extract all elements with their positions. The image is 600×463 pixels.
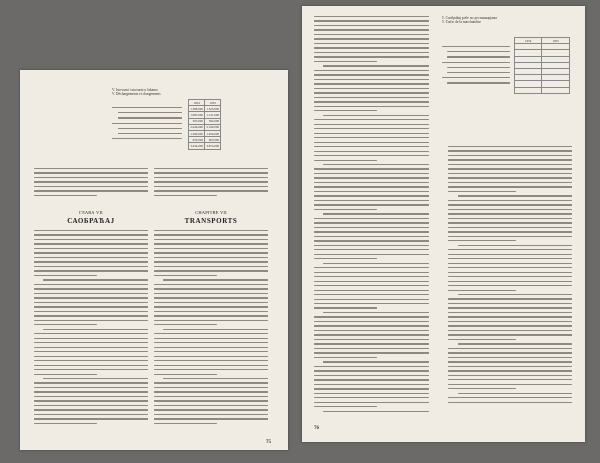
text-line (448, 200, 572, 201)
text-line (34, 288, 148, 289)
text-line (34, 284, 148, 285)
text-line (448, 231, 572, 232)
text-line (34, 369, 148, 370)
left-page (20, 70, 288, 450)
text-line (314, 209, 377, 210)
text-line (34, 338, 148, 339)
text-line (314, 379, 429, 380)
text-line (448, 357, 572, 358)
text-line (154, 360, 268, 361)
text-line (323, 361, 429, 362)
table-cell: 1.131.000 (206, 112, 220, 117)
text-line (458, 343, 572, 344)
table-caption: 5. Саобраћај робе по дестинацијама 5. Trafic de la marchandise (442, 16, 497, 25)
text-line (154, 391, 268, 392)
text-line (314, 352, 429, 353)
text-line (314, 29, 429, 30)
text-line (314, 177, 429, 178)
text-line (448, 285, 572, 286)
chapter-heading: CHAPITRE VII TRANSPORTS (184, 210, 238, 225)
text-line (34, 418, 148, 419)
text-line (314, 47, 429, 48)
text-line (34, 306, 148, 307)
text-line (34, 293, 148, 294)
text-line (448, 375, 572, 376)
text-line (154, 351, 268, 352)
table-cell: 1.525.000 (206, 106, 220, 111)
text-line (323, 115, 429, 116)
text-line (314, 343, 429, 344)
text-line (34, 297, 148, 298)
text-line (154, 320, 268, 321)
text-line (314, 182, 429, 183)
text-line (34, 347, 148, 348)
text-line (154, 405, 268, 406)
text-line (448, 150, 572, 151)
text-line (448, 236, 572, 237)
text-line (448, 379, 572, 380)
text-line (448, 352, 572, 353)
text-line (34, 409, 148, 410)
text-line (314, 155, 429, 156)
text-line (314, 281, 429, 282)
text-line (448, 173, 572, 174)
text-line (448, 281, 572, 282)
text-line (314, 110, 377, 111)
text-line (314, 191, 429, 192)
text-line (34, 414, 148, 415)
text-line (154, 374, 217, 375)
text-line (448, 272, 572, 273)
text-line (34, 243, 148, 244)
text-line (314, 218, 429, 219)
text-line (154, 230, 268, 231)
text-line (323, 411, 429, 412)
text-line (448, 397, 572, 398)
text-line (314, 124, 429, 125)
text-line (154, 342, 268, 343)
text-line (34, 266, 148, 267)
text-line (34, 248, 148, 249)
text-line (448, 402, 572, 403)
text-line (314, 402, 429, 403)
text-line (154, 324, 217, 325)
data-table (188, 99, 221, 150)
text-line (314, 393, 429, 394)
text-line (448, 164, 572, 165)
text-line (448, 298, 572, 299)
table-cell: 3.874.000 (206, 143, 220, 148)
text-line (314, 16, 429, 17)
text-line (448, 384, 572, 385)
text-line (154, 293, 268, 294)
data-table (514, 37, 570, 94)
text-line (314, 79, 429, 80)
text-line (154, 248, 268, 249)
text-line (448, 290, 516, 291)
text-line (314, 160, 377, 161)
right-page (302, 6, 585, 442)
text-line (314, 258, 377, 259)
text-line (154, 243, 268, 244)
text-line (154, 306, 268, 307)
text-line (43, 329, 148, 330)
text-line (34, 423, 97, 424)
text-line (154, 252, 268, 253)
text-line (314, 254, 429, 255)
text-line (448, 307, 572, 308)
text-line (448, 222, 572, 223)
text-line (323, 164, 429, 165)
text-line (314, 74, 429, 75)
text-line (314, 97, 429, 98)
text-line (314, 56, 429, 57)
column-header: 1954 (189, 100, 205, 106)
text-line (314, 92, 429, 93)
page-number: 76 (314, 426, 319, 431)
text-line (154, 369, 268, 370)
text-line (314, 231, 429, 232)
text-line (34, 387, 148, 388)
text-line (314, 357, 377, 358)
text-line (314, 384, 429, 385)
text-line (448, 218, 572, 219)
text-line (314, 272, 429, 273)
table-cell: 1.388.000 (190, 106, 203, 111)
column-header: 1955 (542, 38, 569, 44)
text-line (314, 204, 429, 205)
text-line (314, 307, 377, 308)
text-line (448, 204, 572, 205)
text-line (314, 119, 429, 120)
text-line (154, 365, 268, 366)
text-line (43, 279, 148, 280)
text-line (314, 20, 429, 21)
table-caption: V. Istovarni i utovarni u lukama V. Déchargements et chargements (112, 88, 161, 97)
text-line (314, 151, 429, 152)
table-row-labels (112, 107, 182, 143)
text-line (34, 342, 148, 343)
text-line (34, 239, 148, 240)
text-line (448, 254, 572, 255)
text-line (34, 374, 97, 375)
text-line (448, 361, 572, 362)
text-line (314, 330, 429, 331)
text-line (314, 128, 429, 129)
text-line (314, 321, 429, 322)
text-line (314, 25, 429, 26)
text-line (314, 375, 429, 376)
text-line (448, 159, 572, 160)
text-line (154, 284, 268, 285)
text-line (314, 267, 429, 268)
text-line (314, 200, 429, 201)
table-cell: 303.000 (189, 118, 205, 124)
column-header: 1954 (515, 38, 542, 44)
text-line (314, 222, 429, 223)
text-line (34, 405, 148, 406)
text-line (314, 366, 429, 367)
text-line (314, 186, 429, 187)
text-line (314, 70, 429, 71)
text-line (314, 276, 429, 277)
text-line (448, 316, 572, 317)
text-line (154, 387, 268, 388)
text-line (448, 330, 572, 331)
text-line (448, 348, 572, 349)
text-line (448, 276, 572, 277)
text-line (448, 182, 572, 183)
text-line (314, 370, 429, 371)
text-line (448, 312, 572, 313)
text-line (154, 400, 268, 401)
text-line (448, 339, 516, 340)
text-line (448, 240, 516, 241)
text-line (314, 146, 429, 147)
text-line (314, 240, 429, 241)
text-column (34, 168, 148, 199)
text-line (314, 173, 429, 174)
text-line (314, 249, 429, 250)
text-line (34, 315, 148, 316)
text-line (154, 409, 268, 410)
text-line (154, 315, 268, 316)
text-line (314, 106, 429, 107)
text-line (34, 252, 148, 253)
table-cell: 656.000 (189, 137, 205, 143)
text-line (458, 245, 572, 246)
text-line (448, 321, 572, 322)
text-line (314, 137, 429, 138)
text-line (323, 65, 429, 66)
text-line (34, 396, 148, 397)
text-line (154, 423, 217, 424)
text-line (448, 267, 572, 268)
text-line (323, 312, 429, 313)
text-line (34, 356, 148, 357)
text-line (34, 360, 148, 361)
text-line (448, 146, 572, 147)
text-line (458, 195, 572, 196)
table-cell (515, 87, 542, 93)
text-line (448, 186, 572, 187)
text-line (34, 230, 148, 231)
text-line (314, 38, 429, 39)
text-line (314, 348, 429, 349)
text-line (448, 334, 572, 335)
text-line (34, 351, 148, 352)
table-row (515, 87, 570, 93)
text-line (34, 382, 148, 383)
text-line (314, 52, 429, 53)
text-line (448, 209, 572, 210)
text-line (314, 101, 429, 102)
text-line (314, 227, 429, 228)
text-line (314, 303, 429, 304)
text-line (314, 34, 429, 35)
text-line (154, 275, 217, 276)
text-column (154, 230, 268, 427)
text-line (314, 316, 429, 317)
text-line (163, 329, 268, 330)
text-line (448, 177, 572, 178)
text-line (154, 414, 268, 415)
table-cell: 1.390.000 (190, 131, 203, 136)
text-line (448, 168, 572, 169)
text-column (34, 230, 148, 427)
text-line (314, 245, 429, 246)
table-row-labels (442, 46, 510, 88)
text-line (314, 388, 429, 389)
text-line (154, 266, 268, 267)
text-line (314, 142, 429, 143)
text-line (154, 382, 268, 383)
text-line (163, 279, 268, 280)
text-line (34, 302, 148, 303)
text-line (34, 311, 148, 312)
text-line (154, 297, 268, 298)
text-line (448, 263, 572, 264)
text-line (34, 270, 148, 271)
text-line (34, 234, 148, 235)
text-line (154, 270, 268, 271)
text-line (448, 258, 572, 259)
table-cell: 693.000 (205, 137, 221, 143)
text-line (154, 338, 268, 339)
text-line (448, 155, 572, 156)
text-line (154, 302, 268, 303)
table-row (189, 143, 221, 149)
text-line (448, 325, 572, 326)
text-line (314, 325, 429, 326)
text-line (314, 406, 377, 407)
text-line (458, 393, 572, 394)
text-line (34, 257, 148, 258)
text-line (154, 239, 268, 240)
table-cell (542, 87, 569, 93)
text-line (448, 227, 572, 228)
text-line (34, 275, 97, 276)
text-column (448, 146, 572, 406)
text-line (314, 334, 429, 335)
text-line (34, 365, 148, 366)
table-cell: 1.656.000 (206, 131, 220, 136)
text-line (448, 249, 572, 250)
column-header: 1955 (205, 100, 221, 106)
text-line (314, 168, 429, 169)
table-cell: 394.000 (205, 118, 221, 124)
text-column (314, 16, 429, 415)
text-line (323, 213, 429, 214)
text-line (34, 391, 148, 392)
text-line (154, 347, 268, 348)
text-line (154, 261, 268, 262)
text-line (34, 324, 97, 325)
text-line (448, 370, 572, 371)
text-line (154, 418, 268, 419)
text-line (448, 213, 572, 214)
text-line (314, 236, 429, 237)
text-line (314, 83, 429, 84)
table-cell: 3.434.000 (190, 143, 203, 148)
text-line (163, 378, 268, 379)
text-line (314, 397, 429, 398)
text-line (154, 288, 268, 289)
text-line (448, 388, 516, 389)
text-line (323, 263, 429, 264)
text-line (448, 191, 516, 192)
text-line (34, 333, 148, 334)
text-line (34, 320, 148, 321)
text-line (154, 396, 268, 397)
text-line (314, 133, 429, 134)
text-line (314, 290, 429, 291)
text-line (314, 294, 429, 295)
table-cell: 2.046.000 (190, 125, 203, 130)
text-line (43, 378, 148, 379)
text-line (154, 356, 268, 357)
text-line (314, 339, 429, 340)
page-number: 75 (266, 440, 271, 445)
text-line (34, 400, 148, 401)
text-line (34, 261, 148, 262)
text-line (314, 61, 377, 62)
text-line (448, 366, 572, 367)
table-cell: 2.349.000 (206, 125, 220, 130)
text-line (314, 285, 429, 286)
text-column (154, 168, 268, 199)
text-line (154, 257, 268, 258)
text-line (154, 234, 268, 235)
chapter-heading: ГЛАВА VII САОБРАЋАЈ (67, 210, 115, 225)
text-line (154, 333, 268, 334)
text-line (314, 195, 429, 196)
text-line (314, 43, 429, 44)
text-line (314, 299, 429, 300)
table-cell: 1.085.000 (190, 112, 203, 117)
text-line (448, 303, 572, 304)
text-line (458, 294, 572, 295)
text-line (154, 311, 268, 312)
text-line (314, 88, 429, 89)
